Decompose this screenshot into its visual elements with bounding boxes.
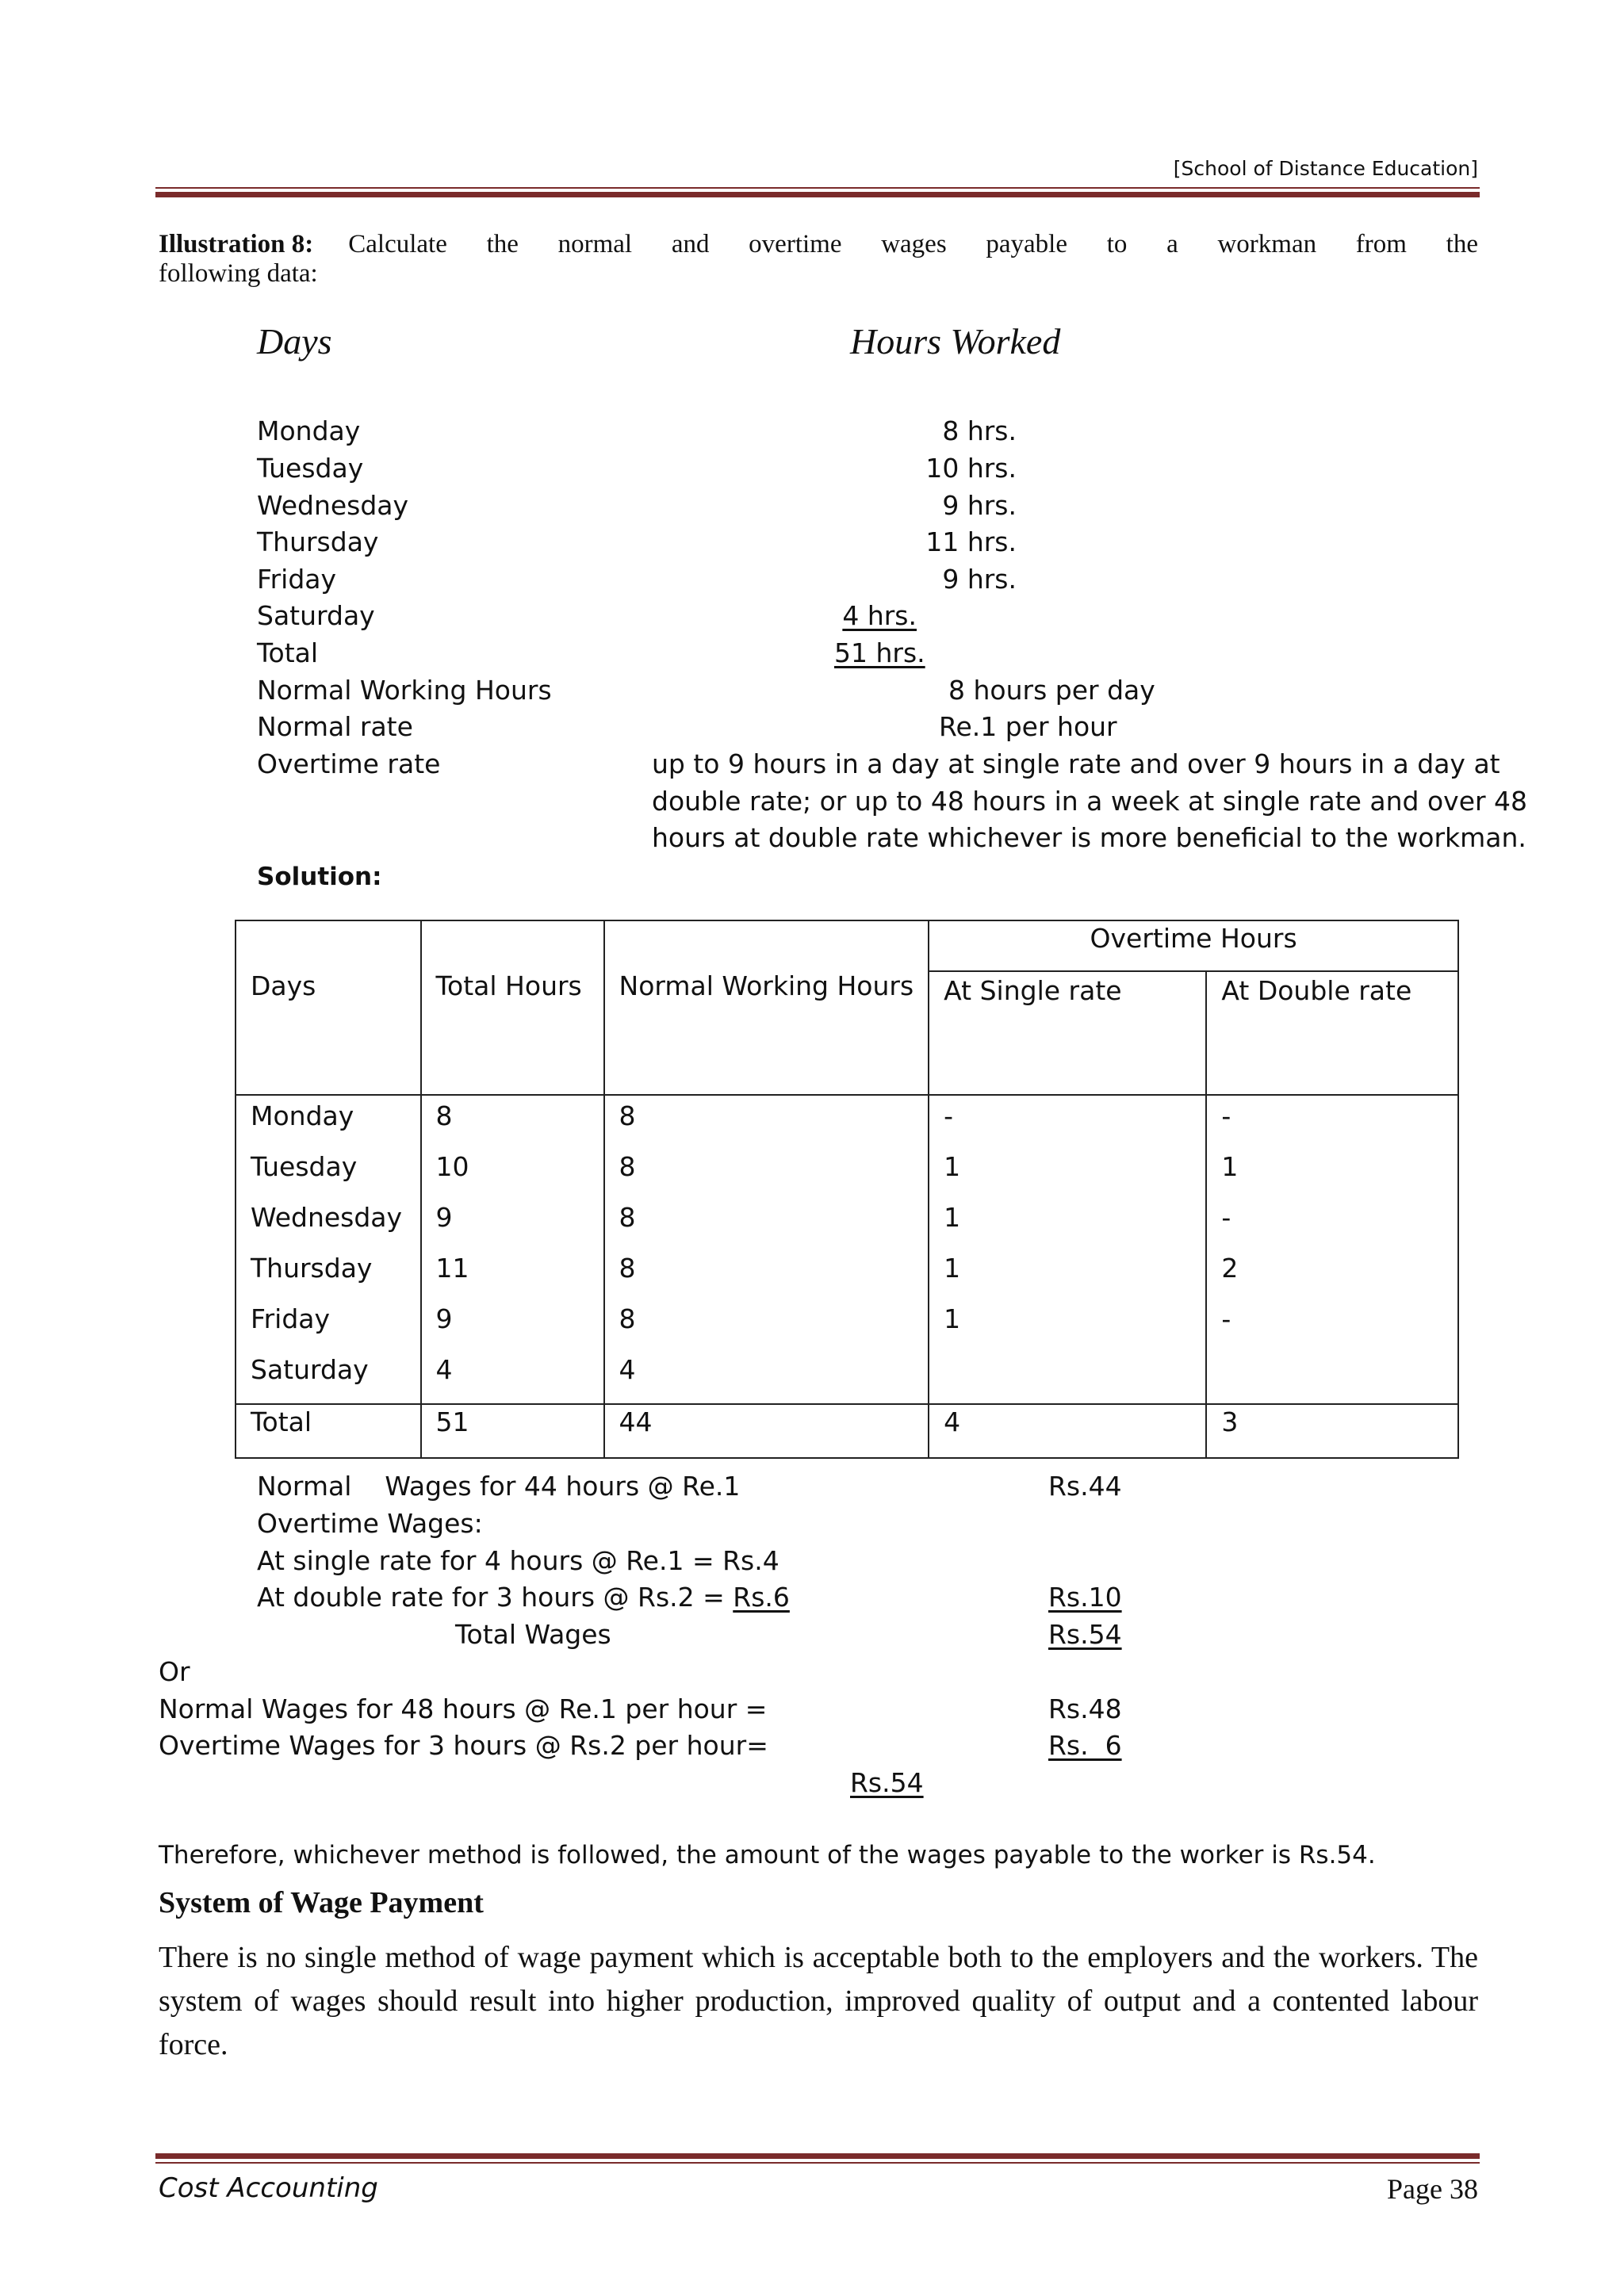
table-row <box>236 1354 1458 1404</box>
total-single: 4 <box>929 1404 1206 1458</box>
table-row <box>236 1151 1458 1202</box>
calc-total-wages-label: Total Wages <box>455 1619 611 1650</box>
table-row <box>236 1095 1458 1151</box>
calc-normal-wages: Normal Wages for 44 hours @ Re.1 <box>257 1471 741 1502</box>
overtime-rate-line-1: double rate; or up to 48 hours in a week at single rate and over 48 <box>652 786 1528 817</box>
data-day-3: Thursday <box>257 526 379 557</box>
footer-rule-thin <box>155 2162 1480 2164</box>
header-rule-thick <box>155 192 1480 197</box>
cell-normal: 4 <box>604 1354 929 1404</box>
cell-normal: 8 <box>604 1303 929 1354</box>
calc-overtime-total: Rs.10 <box>1048 1582 1122 1613</box>
cell-normal: 8 <box>604 1095 929 1151</box>
table-total-row <box>236 1404 1458 1458</box>
cell-double: - <box>1206 1202 1458 1253</box>
overtime-rate-line-2: hours at double rate whichever is more beneficial to the workman. <box>652 822 1526 853</box>
calc-normal-wages-amount: Rs.44 <box>1048 1471 1122 1502</box>
alt-normal-wages: Normal Wages for 48 hours @ Re.1 per hour = <box>159 1693 768 1724</box>
calc-single-rate: At single rate for 4 hours @ Re.1 = Rs.4 <box>257 1545 779 1576</box>
section-heading: System of Wage Payment <box>159 1886 484 1919</box>
th-single: At Single rate <box>929 971 1206 1095</box>
cell-double: 1 <box>1206 1151 1458 1202</box>
cell-double <box>1206 1354 1458 1404</box>
alt-normal-wages-amount: Rs.48 <box>1048 1693 1122 1724</box>
cell-double: - <box>1206 1095 1458 1151</box>
overtime-rate-line-0: up to 9 hours in a day at single rate and over 9 hours in a day at <box>652 748 1500 779</box>
cell-day: Saturday <box>236 1354 421 1404</box>
alt-overtime-wages-amount: Rs. 6 <box>1048 1730 1122 1761</box>
hours-worked-header: Hours Worked <box>850 321 1061 362</box>
illustration-label: Illustration 8: <box>159 230 314 258</box>
calc-or: Or <box>159 1656 190 1687</box>
illustration-intro <box>159 230 1478 289</box>
cell-day: Monday <box>236 1095 421 1151</box>
total-label: Total <box>236 1404 421 1458</box>
cell-normal: 8 <box>604 1253 929 1303</box>
data-hours-3: 11 hrs. <box>925 526 1017 557</box>
overtime-rate-label: Overtime rate <box>257 748 441 779</box>
normal-rate-label: Normal rate <box>257 711 413 742</box>
calc-total-wages-amount: Rs.54 <box>1048 1619 1122 1650</box>
solution-table <box>235 920 1459 1459</box>
data-day-4: Friday <box>257 564 337 595</box>
solution-label: Solution: <box>257 863 382 891</box>
cell-normal: 8 <box>604 1151 929 1202</box>
header-rule-thin <box>155 187 1480 189</box>
cell-normal: 8 <box>604 1202 929 1253</box>
cell-total: 9 <box>421 1202 604 1253</box>
table-row <box>236 1303 1458 1354</box>
normal-hours-value: 8 hours per day <box>948 675 1155 706</box>
cell-single <box>929 1354 1206 1404</box>
cell-double: - <box>1206 1303 1458 1354</box>
cell-total: 4 <box>421 1354 604 1404</box>
data-hours-4: 9 hrs. <box>942 564 1017 595</box>
section-paragraph: There is no single method of wage payment which is acceptable both to the employers and the workers. The system of wages should result into higher production, improved quality of output and a contented labour force. <box>159 1941 1478 2061</box>
cell-single: 1 <box>929 1151 1206 1202</box>
alt-total-amount: Rs.54 <box>850 1767 924 1798</box>
normal-hours-label: Normal Working Hours <box>257 675 552 706</box>
cell-total: 9 <box>421 1303 604 1354</box>
footer-course: Cost Accounting <box>159 2172 378 2204</box>
cell-total: 10 <box>421 1151 604 1202</box>
days-header: Days <box>257 321 332 362</box>
data-hours-0: 8 hrs. <box>942 415 1017 446</box>
table-row <box>236 1202 1458 1253</box>
cell-day: Tuesday <box>236 1151 421 1202</box>
calc-double-rate-text: At double rate for 3 hours @ Rs.2 = <box>257 1582 733 1613</box>
illustration-line1: Calculate the normal and overtime wages payable to a workman from the <box>348 230 1478 258</box>
total-double: 3 <box>1206 1404 1458 1458</box>
illustration-line2: following data: <box>159 259 318 288</box>
th-normal-hours: Normal Working Hours <box>604 920 929 1095</box>
th-double: At Double rate <box>1206 971 1458 1095</box>
total-normal: 44 <box>604 1404 929 1458</box>
th-days: Days <box>236 920 421 1095</box>
data-hours-1: 10 hrs. <box>925 453 1017 484</box>
cell-total: 8 <box>421 1095 604 1151</box>
header-institution: [School of Distance Education] <box>1173 157 1478 180</box>
data-day-1: Tuesday <box>257 453 364 484</box>
cell-single: 1 <box>929 1253 1206 1303</box>
calc-overtime-wages: Overtime Wages: <box>257 1508 483 1539</box>
cell-day: Friday <box>236 1303 421 1354</box>
footer-page-number: Page 38 <box>1387 2173 1478 2205</box>
th-overtime: Overtime Hours <box>929 920 1458 971</box>
cell-day: Wednesday <box>236 1202 421 1253</box>
cell-total: 11 <box>421 1253 604 1303</box>
cell-single: 1 <box>929 1303 1206 1354</box>
th-total-hours: Total Hours <box>421 920 604 1095</box>
footer-rule-thick <box>155 2153 1480 2159</box>
data-day-2: Wednesday <box>257 490 409 521</box>
data-hours-6: 51 hrs. <box>834 637 925 668</box>
data-day-0: Monday <box>257 415 361 446</box>
data-hours-2: 9 hrs. <box>942 490 1017 521</box>
cell-double: 2 <box>1206 1253 1458 1303</box>
cell-single: - <box>929 1095 1206 1151</box>
table-row <box>236 1253 1458 1303</box>
cell-single: 1 <box>929 1202 1206 1253</box>
normal-rate-value: Re.1 per hour <box>939 711 1117 742</box>
calc-double-rate <box>257 1582 790 1613</box>
total-hours: 51 <box>421 1404 604 1458</box>
data-hours-5: 4 hrs. <box>842 600 917 631</box>
data-day-5: Saturday <box>257 600 375 631</box>
calc-double-rate-amount: Rs.6 <box>733 1582 790 1613</box>
conclusion: Therefore, whichever method is followed, the amount of the wages payable to the worker is Rs.54. <box>159 1841 1376 1869</box>
data-day-6: Total <box>257 637 319 668</box>
alt-overtime-wages: Overtime Wages for 3 hours @ Rs.2 per hour= <box>159 1730 768 1761</box>
cell-day: Thursday <box>236 1253 421 1303</box>
